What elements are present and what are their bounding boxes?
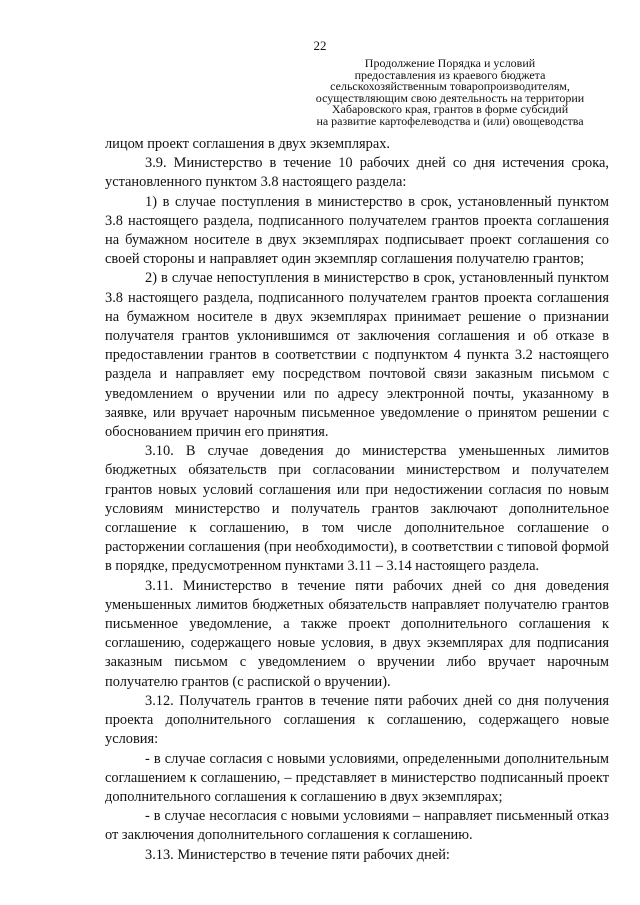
header-line: на развитие картофелеводства и (или) овощеводства (316, 113, 584, 128)
header-line: Хабаровского края, грантов в форме субсидий (331, 102, 569, 116)
paragraph-3-9-item-1: 1) в случае поступления в министерство в срок, установленный пунктом 3.8 настоящего раздела, подписанного получателем грантов проекта соглашения на бумажном носителе в двух экземплярах подписывает проект соглашения со своей стороны и направляет один экземпляр соглашения получателю грантов; (105, 193, 609, 268)
paragraph-3-11: 3.11. Министерство в течение пяти рабочих дней со дня доведения уменьшенных лимитов бюджетных обязательств направляет получателю грантов письменное уведомление, а также проект дополнительного соглашения к соглашению, содержащего новые условия, в двух экземплярах для подписания заказным письмом с уведомлением о вручении либо вручает нарочным получателю грантов (с распиской о вручении). (105, 577, 609, 690)
paragraph-3-9: 3.9. Министерство в течение 10 рабочих дней со дня истечения срока, установленного пунктом 3.8 настоящего раздела: (105, 155, 609, 191)
header-line: осуществляющим свою деятельность на территории (315, 90, 585, 105)
document-body (105, 135, 609, 865)
header-line: сельскохозяйственным товаропроизводителям, (330, 79, 570, 93)
paragraph-3-13: 3.13. Министерство в течение пяти рабочих дней: (145, 846, 450, 863)
paragraph-3-9-item-2: 2) в случае непоступления в министерство в срок, установленный пунктом 3.8 настоящего раздела, подписанного получателем грантов проекта соглашения на бумажном носителе в двух экземплярах принимает решение о признании получателя грантов уклонившимся от заключения соглашения и об отказе в предоставлении грантов в соответствии с подпунктом 4 пункта 3.2 настоящего раздела и направляет ему посредством почтовой связи заказным письмом с уведомлением о вручении или по адресу электронной почты, указанному в заявке, или вручает нарочным письменное уведомление о принятом решении с обоснованием причин его принятия. (105, 270, 609, 441)
paragraph-3-12: 3.12. Получатель грантов в течение пяти рабочих дней со дня получения проекта дополнительного соглашения к соглашению, содержащего новые условия: (105, 692, 609, 748)
page-number: 22 (313, 38, 327, 53)
header-line: Продолжение Порядка и условий (364, 56, 536, 70)
paragraph-3-12-bullet-1: - в случае согласия с новыми условиями, определенными дополнительным соглашением к соглашению, – представляет в министерство подписанный проект дополнительного соглашения к соглашению в двух экземплярах; (105, 750, 609, 805)
header-line: предоставления из краевого бюджета (354, 67, 546, 82)
paragraph-continuation: лицом проект соглашения в двух экземплярах. (105, 136, 391, 152)
running-header (300, 58, 600, 127)
paragraph-3-10: 3.10. В случае доведения до министерства уменьшенных лимитов бюджетных обязательств при согласовании министерством и получателем грантов новых условий соглашения или при недостижении согласия по новым условиям министерство и получатель грантов заключают дополнительное соглашение к соглашению, в том числе дополнительное соглашение о расторжении соглашения (при необходимости), в соответствии с типовой формой в порядке, предусмотренном пунктами 3.11 – 3.14 настоящего раздела. (105, 443, 609, 575)
paragraph-3-12-bullet-2: - в случае несогласия с новыми условиями – направляет письменный отказ от заключения дополнительного соглашения к соглашению. (105, 808, 609, 844)
